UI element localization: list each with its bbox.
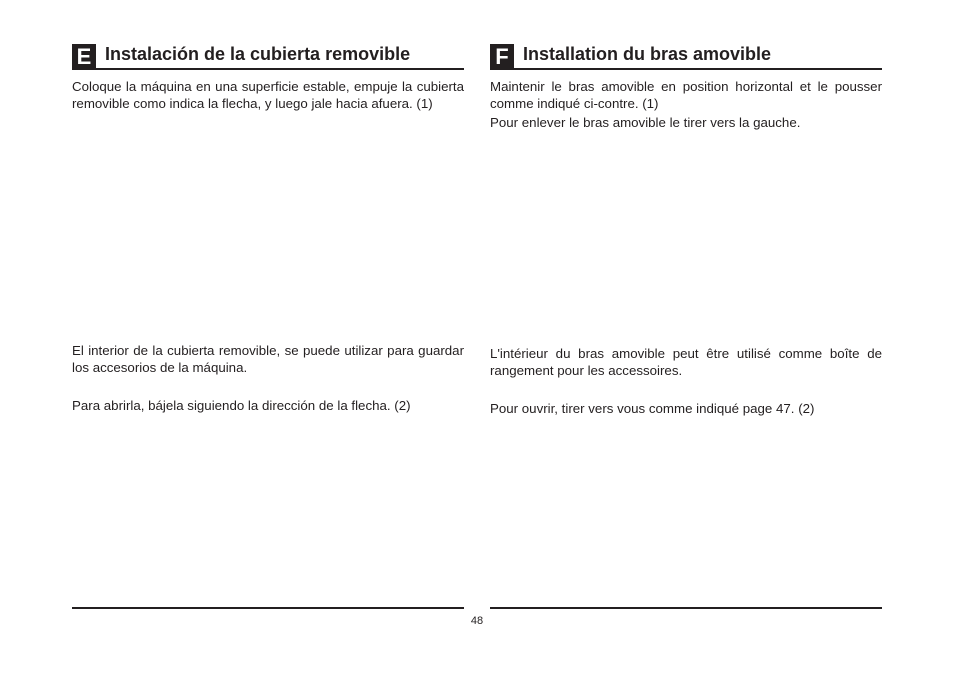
spanish-paragraph-3: Para abrirla, bájela siguiendo la dirección de la flecha. (2) [72, 398, 411, 413]
french-paragraph-3: Pour ouvrir, tirer vers vous comme indiqué page 47. (2) [490, 401, 815, 416]
french-paragraph-1b: Pour enlever le bras amovible le tirer vers la gauche. [490, 115, 801, 130]
french-paragraph-2: L'intérieur du bras amovible peut être utilisé comme boîte de rangement pour les accessoires. [490, 346, 882, 378]
french-section-heading [490, 42, 882, 70]
page-number: 48 [470, 615, 484, 627]
french-section-title: Installation du bras amovible [523, 44, 772, 64]
spanish-section-heading [72, 42, 464, 70]
french-paragraph-1: Maintenir le bras amovible en position horizontal et le pousser comme indiqué ci-contre. (1) [490, 79, 882, 111]
language-badge-e: E [72, 44, 96, 70]
footer-rule-left [72, 607, 464, 609]
spanish-paragraph-2: El interior de la cubierta removible, se puede utilizar para guardar los accesorios de la máquina. [72, 343, 464, 375]
language-badge-f: F [490, 44, 514, 70]
spanish-section-title: Instalación de la cubierta removible [105, 44, 411, 64]
spanish-paragraph-1: Coloque la máquina en una superficie estable, empuje la cubierta removible como indica la flecha, y luego jale hacia afuera. (1) [72, 79, 464, 111]
footer-rule-right [490, 607, 882, 609]
